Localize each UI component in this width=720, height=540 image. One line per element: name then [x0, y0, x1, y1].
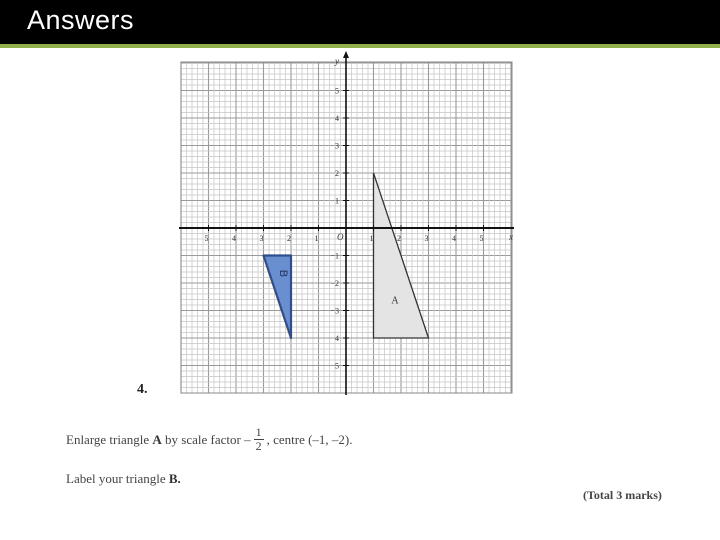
- y-tick-label: 5: [335, 86, 339, 96]
- y-tick-label: 1: [335, 196, 339, 206]
- y-tick-label: −3: [330, 306, 339, 316]
- label-instruction: [66, 471, 181, 487]
- x-tick-label: 4: [452, 234, 456, 243]
- x-tick-label: 3: [424, 234, 429, 243]
- x-tick-label: 1: [369, 234, 374, 243]
- y-tick-label: 2: [335, 169, 339, 178]
- triangle-a-label: A: [391, 295, 399, 307]
- scale-fraction: [254, 426, 264, 453]
- question-instruction: [66, 426, 353, 453]
- x-axis-label: x: [509, 232, 513, 242]
- total-marks: (Total 3 marks): [583, 488, 662, 502]
- y-tick-label: 5: [335, 361, 339, 371]
- y-tick-label: −2: [330, 279, 339, 288]
- x-tick-label: 4: [232, 234, 236, 243]
- instruction-triangle-a: A: [152, 431, 162, 447]
- fraction-denominator: 2: [255, 439, 262, 453]
- instruction-scale-factor: by scale factor –: [165, 431, 251, 447]
- y-tick-label: 4: [335, 114, 339, 123]
- y-tick-label: 3: [335, 141, 339, 151]
- x-tick-label: 5: [479, 234, 484, 243]
- y-tick-label: 4: [335, 334, 339, 343]
- page-title: Answers: [27, 5, 135, 35]
- x-tick-label: 2: [397, 234, 401, 243]
- triangle-b: [264, 256, 292, 339]
- y-axis-arrow: [343, 51, 349, 58]
- y-tick-label: −1: [330, 251, 339, 261]
- x-tick-label: 3: [259, 234, 264, 243]
- label-prefix: Label your triangle: [66, 471, 166, 486]
- label-triangle-b: B.: [168, 471, 181, 486]
- x-tick-label: 5: [204, 234, 209, 243]
- y-axis-label: y: [335, 56, 339, 66]
- instruction-centre: , centre (–1, –2).: [266, 431, 353, 447]
- triangle-b-label: B: [276, 269, 289, 278]
- question-number: 4.: [137, 382, 148, 397]
- fraction-numerator: 1: [255, 425, 262, 439]
- origin-label: O: [337, 232, 344, 242]
- x-tick-label: 2: [287, 234, 291, 243]
- x-tick-label: 1: [314, 234, 319, 243]
- instruction-prefix: Enlarge triangle: [66, 431, 150, 447]
